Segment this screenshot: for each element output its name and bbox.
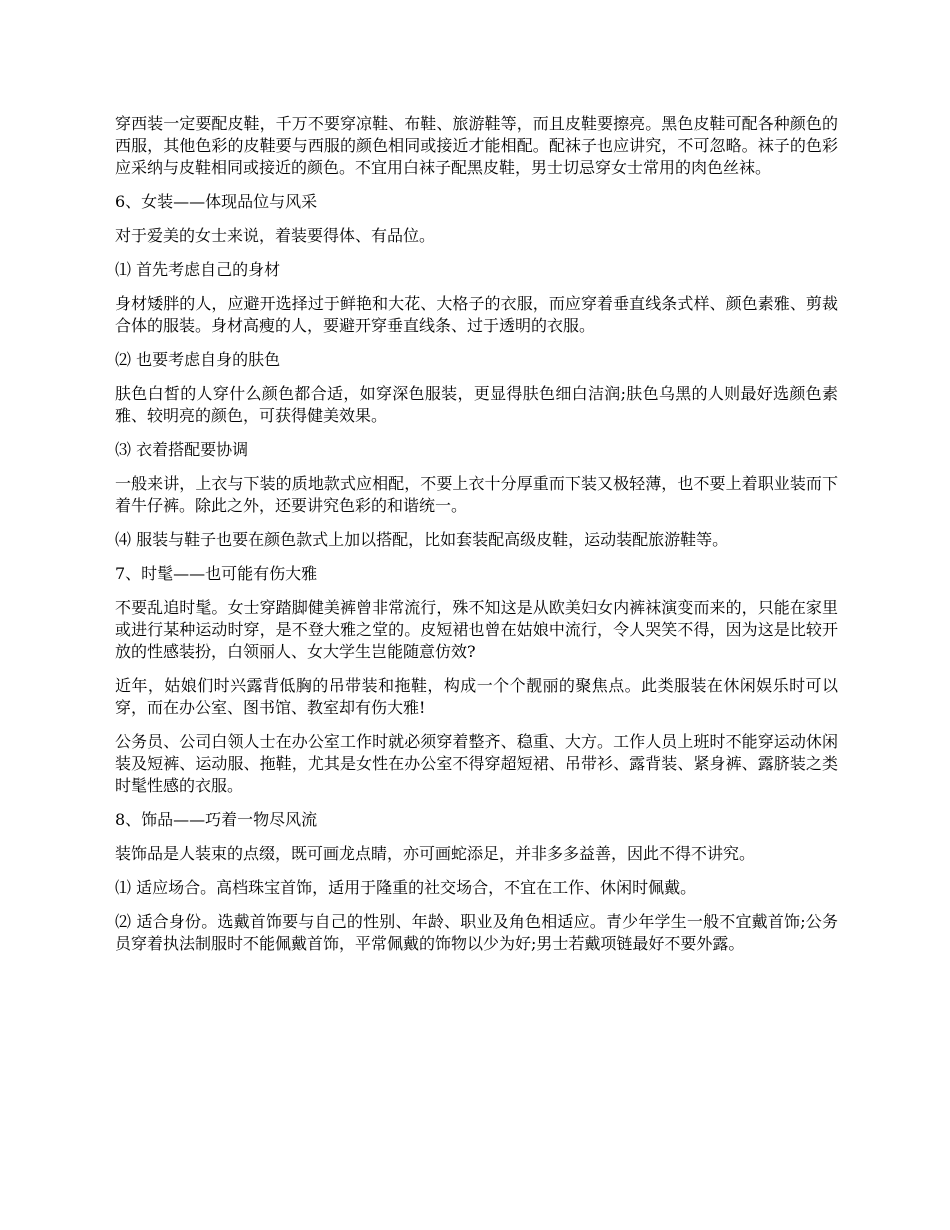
paragraph-fashion-trends: 不要乱追时髦。女士穿踏脚健美裤曾非常流行，殊不知这是从欧美妇女内裤袜演变而来的，只能在家里或进行某种运动时穿，是不登大雅之堂的。皮短裙也曾在姑娘中流行，令人哭笑不得，因为这是比较开放的性感装扮，白领丽人、女大学生岂能随意仿效? — [115, 598, 838, 661]
paragraph-dress-appropriately: 对于爱美的女士来说，着装要得体、有品位。 — [115, 226, 436, 245]
heading-womens-wear: 6、女装——体现品位与风采 — [115, 192, 318, 211]
paragraph-accessories-identity: ⑵ 适合身份。选戴首饰要与自己的性别、年龄、职业及角色相适应。青少年学生一般不宜戴首饰;公务员穿着执法制服时不能佩戴首饰，平常佩戴的饰物以少为好;男士若戴项链最好不要外露。 — [115, 912, 838, 953]
document-body — [115, 113, 838, 967]
subheading-body-shape: ⑴ 首先考虑自己的身材 — [115, 260, 281, 279]
heading-accessories: 8、饰品——巧着一物尽风流 — [115, 810, 318, 829]
paragraph-shoes-matching: ⑷ 服装与鞋子也要在颜色款式上加以搭配，比如套装配高级皮鞋，运动装配旅游鞋等。 — [115, 530, 729, 549]
paragraph-skin-tone: 肤色白皙的人穿什么颜色都合适，如穿深色服装，更显得肤色细白洁润;肤色乌黑的人则最好选颜色素雅、较明亮的颜色，可获得健美效果。 — [115, 384, 838, 425]
paragraph-body-shape: 身材矮胖的人，应避开选择过于鲜艳和大花、大格子的衣服，而应穿着垂直线条式样、颜色素雅、剪裁合体的服装。身材高瘦的人，要避开穿垂直线条、过于透明的衣服。 — [115, 294, 838, 335]
heading-fashion: 7、时髦——也可能有伤大雅 — [115, 564, 318, 583]
paragraph-accessories-intro: 装饰品是人装束的点缀，既可画龙点睛，亦可画蛇添足，并非多多益善，因此不得不讲究。 — [115, 844, 756, 863]
paragraph-recent-trends: 近年，姑娘们时兴露背低胸的吊带装和拖鞋，构成一个个靓丽的聚焦点。此类服装在休闲娱乐时可以穿，而在办公室、图书馆、教室却有伤大雅! — [115, 676, 838, 717]
paragraph-suit-shoes: 穿西装一定要配皮鞋，千万不要穿凉鞋、布鞋、旅游鞋等，而且皮鞋要擦亮。黑色皮鞋可配各种颜色的西服，其他色彩的皮鞋要与西服的颜色相同或接近才能相配。配袜子也应讲究，不可忽略。袜子的色彩应采纳与皮鞋相同或接近的颜色。不宜用白袜子配黑皮鞋，男士切忌穿女士常用的肉色丝袜。 — [115, 114, 838, 177]
paragraph-accessories-occasion: ⑴ 适应场合。高档珠宝首饰，适用于隆重的社交场合，不宜在工作、休闲时佩戴。 — [115, 878, 697, 897]
subheading-coordination: ⑶ 衣着搭配要协调 — [115, 440, 249, 459]
paragraph-coordination: 一般来讲，上衣与下装的质地款式应相配，不要上衣十分厚重而下装又极轻薄，也不要上着职业装而下着牛仔裤。除此之外，还要讲究色彩的和谐统一。 — [115, 474, 838, 515]
subheading-skin-tone: ⑵ 也要考虑自身的肤色 — [115, 350, 281, 369]
paragraph-office-wear: 公务员、公司白领人士在办公室工作时就必须穿着整齐、稳重、大方。工作人员上班时不能穿运动休闲装及短裤、运动服、拖鞋，尤其是女性在办公室不得穿超短裙、吊带衫、露背装、紧身裤、露脐装之类时髦性感的衣服。 — [115, 732, 838, 795]
